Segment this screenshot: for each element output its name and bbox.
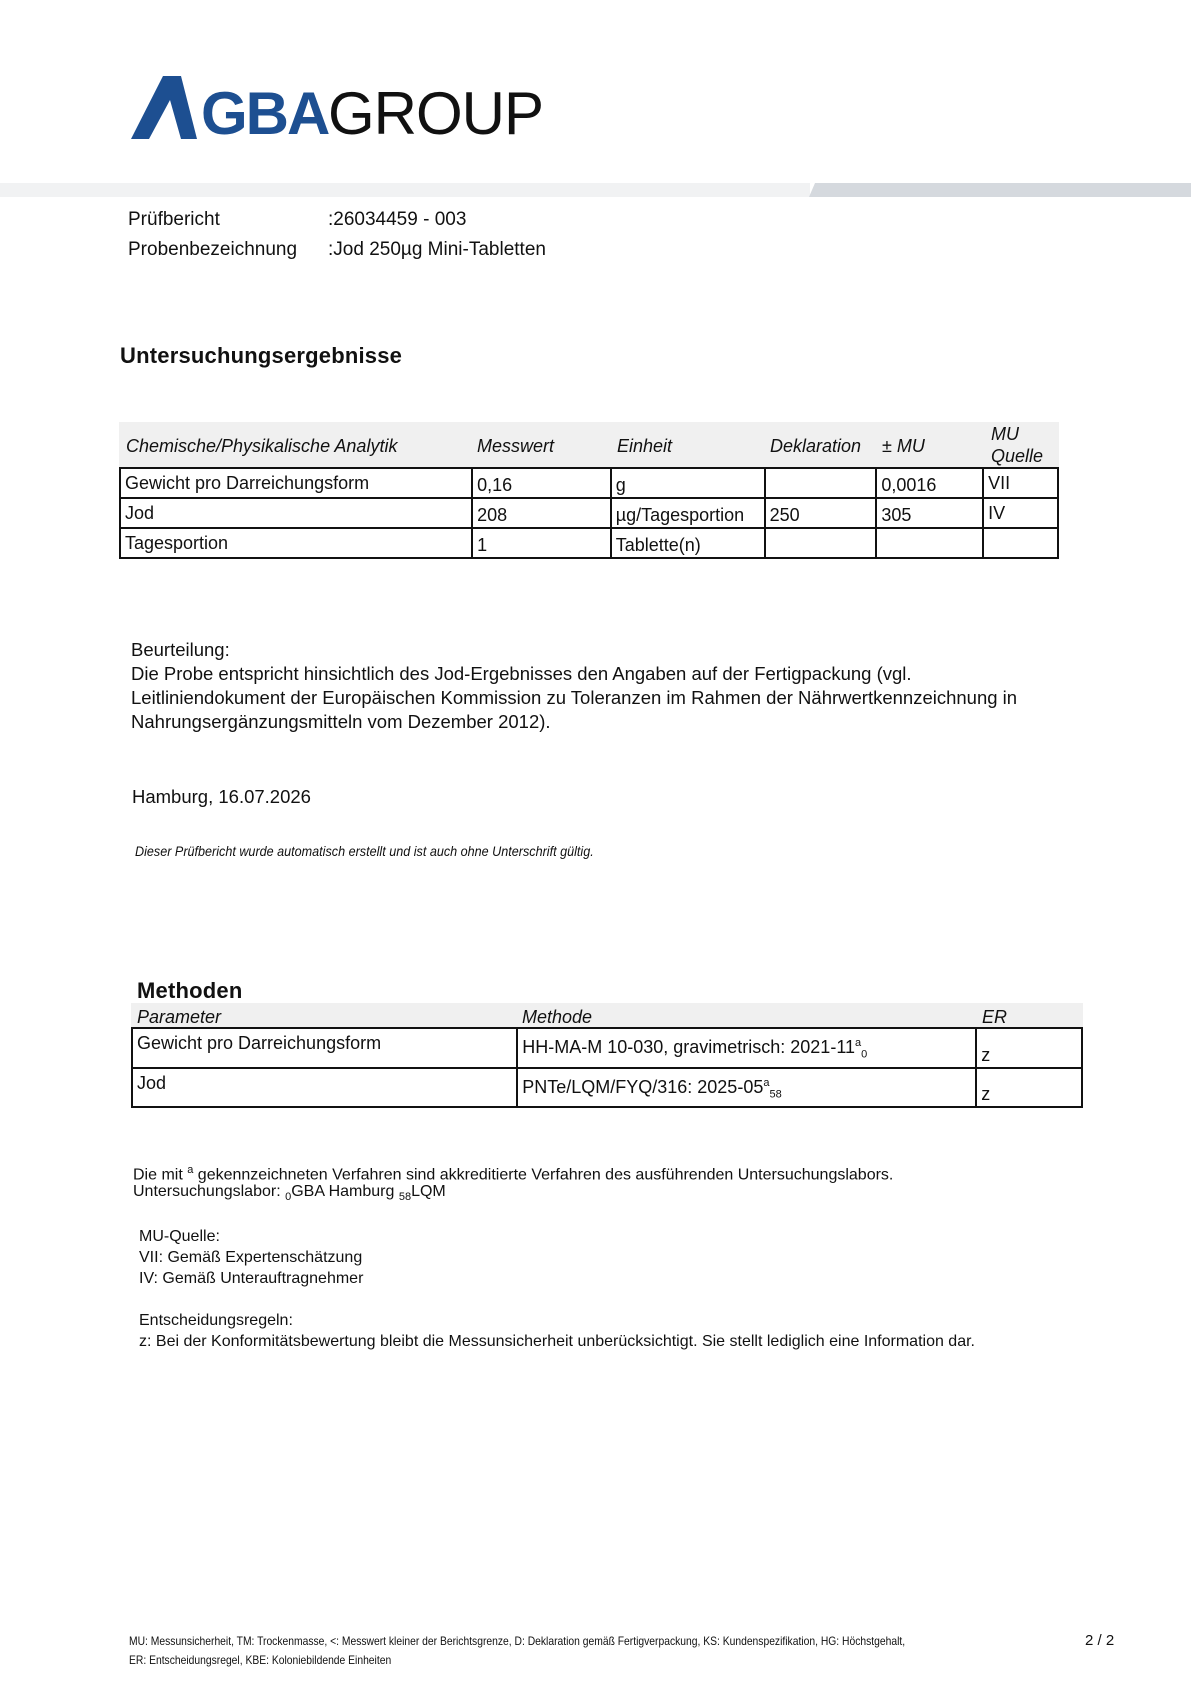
cell-method: PNTe/LQM/FYQ/316: $2025-05^a_{58}$ xyxy=(517,1068,976,1108)
gba-triangle-icon xyxy=(131,76,561,142)
decision-rule-item: z: Bei der Konformitätsbewertung bleibt die Messunsicherheit unberücksichtigt. Sie stellt lediglich eine Information dar. xyxy=(139,1333,975,1350)
table-row xyxy=(120,528,1058,558)
results-table xyxy=(119,467,1059,559)
col-parameter: Parameter xyxy=(137,1007,222,1027)
assessment-line-2: Leitliniendokument der Europäischen Kommission zu Toleranzen im Rahmen der Nährwertkennzeichnung in xyxy=(131,687,1018,708)
cell-analyte: Jod xyxy=(120,498,472,528)
table-row xyxy=(120,498,1058,528)
assessment-line-1: Die Probe entspricht hinsichtlich des Jod-Ergebnisses den Angaben auf der Fertigpackung (vgl. xyxy=(131,663,912,684)
results-header-row xyxy=(119,422,1059,468)
accreditation-note: Die mit $^a$ gekennzeichneten Verfahren sind akkreditierte Verfahren des ausführenden Untersuchungslabors. xyxy=(133,1164,894,1184)
col-mu-source-line2: Quelle xyxy=(991,446,1044,466)
report-number-label: Prüfbericht xyxy=(128,209,220,230)
cell-value: 1 xyxy=(472,528,611,558)
col-unit: Einheit xyxy=(617,436,673,456)
results-title: Untersuchungsergebnisse xyxy=(120,343,403,368)
cell-mu: 305 xyxy=(876,498,983,528)
col-declaration: Deklaration xyxy=(770,436,862,456)
cell-er: z xyxy=(976,1068,1082,1108)
report-number-value: :26034459 - 003 xyxy=(328,209,467,230)
cell-analyte: Tagesportion xyxy=(120,528,472,558)
lab-note: Untersuchungslabor: $_0$GBA Hamburg $_{58}$LQM xyxy=(133,1183,446,1204)
sample-name-label: Probenbezeichnung xyxy=(128,239,298,260)
cell-value: 208 xyxy=(472,498,611,528)
cell-source: IV xyxy=(983,498,1058,528)
sample-name-value: :Jod 250µg Mini-Tabletten xyxy=(328,239,546,260)
cell-er: z xyxy=(976,1028,1082,1068)
assessment-label: Beurteilung: xyxy=(131,639,230,660)
table-row xyxy=(132,1068,1082,1108)
table-row xyxy=(120,468,1058,498)
cell-mu xyxy=(876,528,983,558)
cell-declaration xyxy=(765,528,877,558)
cell-mu: 0,0016 xyxy=(876,468,983,498)
col-mu-source-line1: MU xyxy=(991,424,1019,444)
col-er: ER xyxy=(982,1007,1008,1027)
cell-source xyxy=(983,528,1058,558)
cell-declaration: 250 xyxy=(765,498,877,528)
footer-legend-line-2: ER: Entscheidungsregel, KBE: Koloniebildende Einheiten xyxy=(129,1653,392,1667)
mu-source-item: IV: Gemäß Unterauftragnehmer xyxy=(139,1270,364,1287)
cell-parameter: Jod xyxy=(132,1068,517,1108)
methods-header-row xyxy=(131,1003,1083,1028)
mu-source-item: VII: Gemäß Expertenschätzung xyxy=(139,1249,363,1266)
cell-unit: Tablette(n) xyxy=(611,528,765,558)
cell-source: VII xyxy=(983,468,1058,498)
cell-declaration xyxy=(765,468,877,498)
col-mu: ± MU xyxy=(882,436,925,456)
cell-analyte: Gewicht pro Darreichungsform xyxy=(120,468,472,498)
cell-method: HH-MA-M 10-030, gravimetrisch: $2021-11^a_0$ xyxy=(517,1028,976,1068)
footer-legend-line-1: MU: Messunsicherheit, TM: Trockenmasse, <: Messwert kleiner der Berichtsgrenze, D: Deklaration gemäß Fertigverpackung, KS: Kundenspezifikation, HG: Höchstgehalt, xyxy=(129,1634,906,1648)
cell-parameter: Gewicht pro Darreichungsform xyxy=(132,1028,517,1068)
col-analyte: Chemische/Physikalische Analytik xyxy=(126,436,398,456)
table-row xyxy=(132,1028,1082,1068)
cell-value: 0,16 xyxy=(472,468,611,498)
gba-group-logo xyxy=(131,76,561,142)
cell-unit: g xyxy=(611,468,765,498)
assessment-line-3: Nahrungsergänzungsmitteln vom Dezember 2012). xyxy=(131,711,551,732)
brand-name-light: GROUP xyxy=(328,80,544,142)
header-band xyxy=(0,183,1191,197)
decision-rules-title: Entscheidungsregeln: xyxy=(139,1312,293,1329)
col-value: Messwert xyxy=(477,436,555,456)
methods-title: Methoden xyxy=(137,978,243,1003)
page-number: 2 / 2 xyxy=(1085,1632,1115,1649)
methods-table xyxy=(131,1027,1083,1108)
brand-name-bold: GBA xyxy=(201,80,329,142)
place-date: Hamburg, 16.07.2026 xyxy=(132,786,311,807)
col-method: Methode xyxy=(522,1007,593,1027)
mu-source-title: MU-Quelle: xyxy=(139,1228,220,1245)
cell-unit: µg/Tagesportion xyxy=(611,498,765,528)
auto-generated-note: Dieser Prüfbericht wurde automatisch erstellt und ist auch ohne Unterschrift gültig. xyxy=(135,843,594,859)
